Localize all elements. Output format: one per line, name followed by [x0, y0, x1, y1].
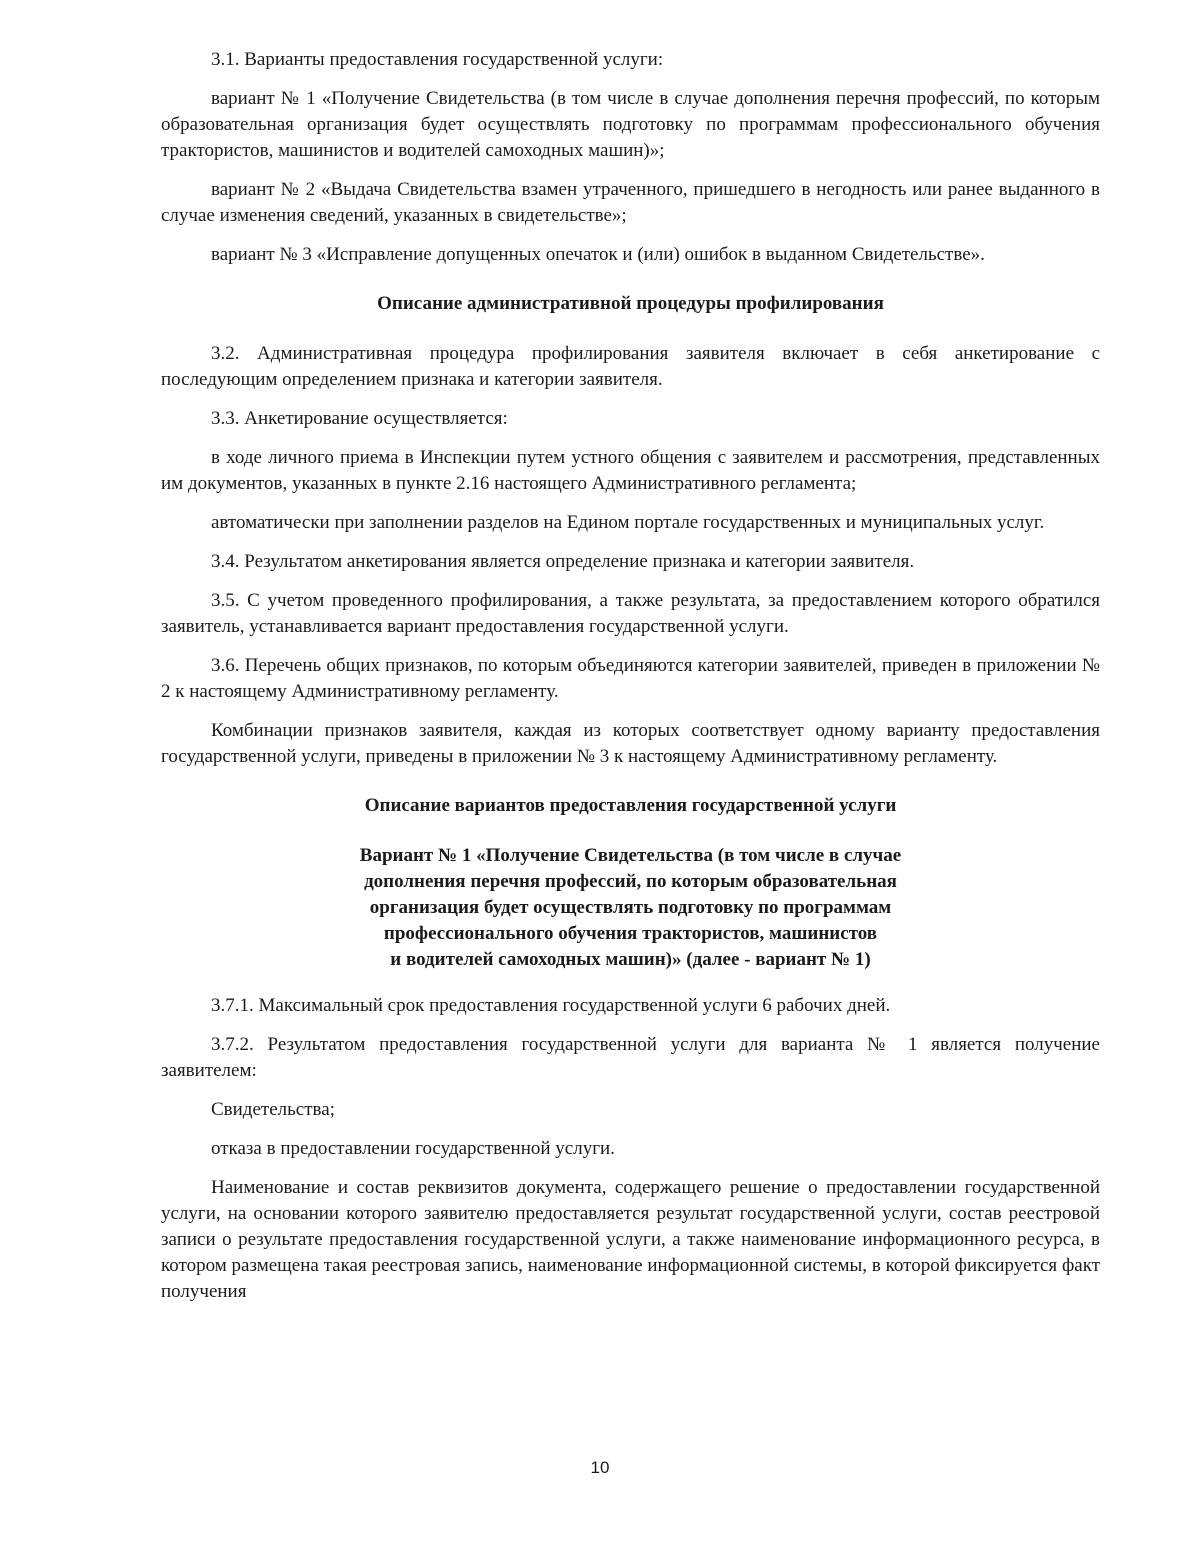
- paragraph-automatic: автоматически при заполнении разделов на Едином портале государственных и муниципальных услуг.: [211, 512, 1045, 533]
- paragraph-3-5: 3.5. С учетом проведенного профилирования, а также результата, за предоставлением которого обратился заявитель, устанавливается вариант предоставления государственной услуги.: [161, 590, 1100, 637]
- heading-variant-1: [161, 843, 1100, 973]
- paragraph-certificates: Свидетельства;: [211, 1099, 335, 1120]
- heading-variant-1-line: профессионального обучения трактористов, машинистов: [383, 923, 878, 944]
- heading-variant-1-line: Вариант № 1 «Получение Свидетельства (в том числе в случае: [359, 845, 902, 866]
- page-number: 10: [590, 1458, 610, 1477]
- paragraph-3-3: 3.3. Анкетирование осуществляется:: [211, 408, 508, 429]
- heading-variant-1-line: дополнения перечня профессий, по которым образовательная: [364, 871, 897, 892]
- paragraph-refusal: отказа в предоставлении государственной услуги.: [211, 1138, 615, 1159]
- paragraph-variant-1: вариант № 1 «Получение Свидетельства (в том числе в случае дополнения перечня профессий, по которым образовательная организация будет осуществлять подготовку по программам профессионального обучения трактористов, машинистов и водителей самоходных машин)»;: [161, 88, 1100, 161]
- paragraph-variant-2: вариант № 2 «Выдача Свидетельства взамен утраченного, пришедшего в негодность или ранее выданного в случае изменения сведений, указанных в свидетельстве»;: [161, 179, 1100, 226]
- paragraph-variant-3: вариант № 3 «Исправление допущенных опечаток и (или) ошибок в выданном Свидетельстве».: [211, 244, 985, 265]
- paragraph-naming: Наименование и состав реквизитов документа, содержащего решение о предоставлении государственной услуги, на основании которого заявителю предоставляется результат государственной услуги, состав реестровой записи о результате предоставления государственной услуги, а также наименование информационного ресурса, в котором размещена такая реестровая запись, наименование информационной системы, в которой фиксируется факт получения: [161, 1177, 1100, 1302]
- paragraph-personal-reception: в ходе личного приема в Инспекции путем устного общения с заявителем и рассмотрения, представленных им документов, указанных в пункте 2.16 настоящего Административного регламента;: [161, 447, 1100, 494]
- heading-variants: Описание вариантов предоставления государственной услуги: [364, 795, 897, 816]
- paragraph-3-6: 3.6. Перечень общих признаков, по которым объединяются категории заявителей, приведен в приложении № 2 к настоящему Административному регламенту.: [161, 655, 1100, 702]
- paragraph-3-2: 3.2. Административная процедура профилирования заявителя включает в себя анкетирование с последующим определением признака и категории заявителя.: [161, 343, 1100, 390]
- paragraph-3-7-1: 3.7.1. Максимальный срок предоставления государственной услуги 6 рабочих дней.: [211, 995, 891, 1016]
- heading-profiling: Описание административной процедуры профилирования: [377, 293, 884, 314]
- paragraph-combinations: Комбинации признаков заявителя, каждая из которых соответствует одному варианту предоставления государственной услуги, приведены в приложении № 3 к настоящему Административному регламенту.: [161, 720, 1100, 767]
- heading-variant-1-line: организация будет осуществлять подготовку по программам: [369, 897, 892, 918]
- paragraph-3-1: 3.1. Варианты предоставления государственной услуги:: [211, 49, 664, 70]
- paragraph-3-4: 3.4. Результатом анкетирования является определение признака и категории заявителя.: [211, 551, 915, 572]
- heading-variant-1-line: и водителей самоходных машин)» (далее - вариант № 1): [390, 949, 871, 970]
- paragraph-3-7-2: 3.7.2. Результатом предоставления государственной услуги для варианта № 1 является получение заявителем:: [161, 1034, 1100, 1081]
